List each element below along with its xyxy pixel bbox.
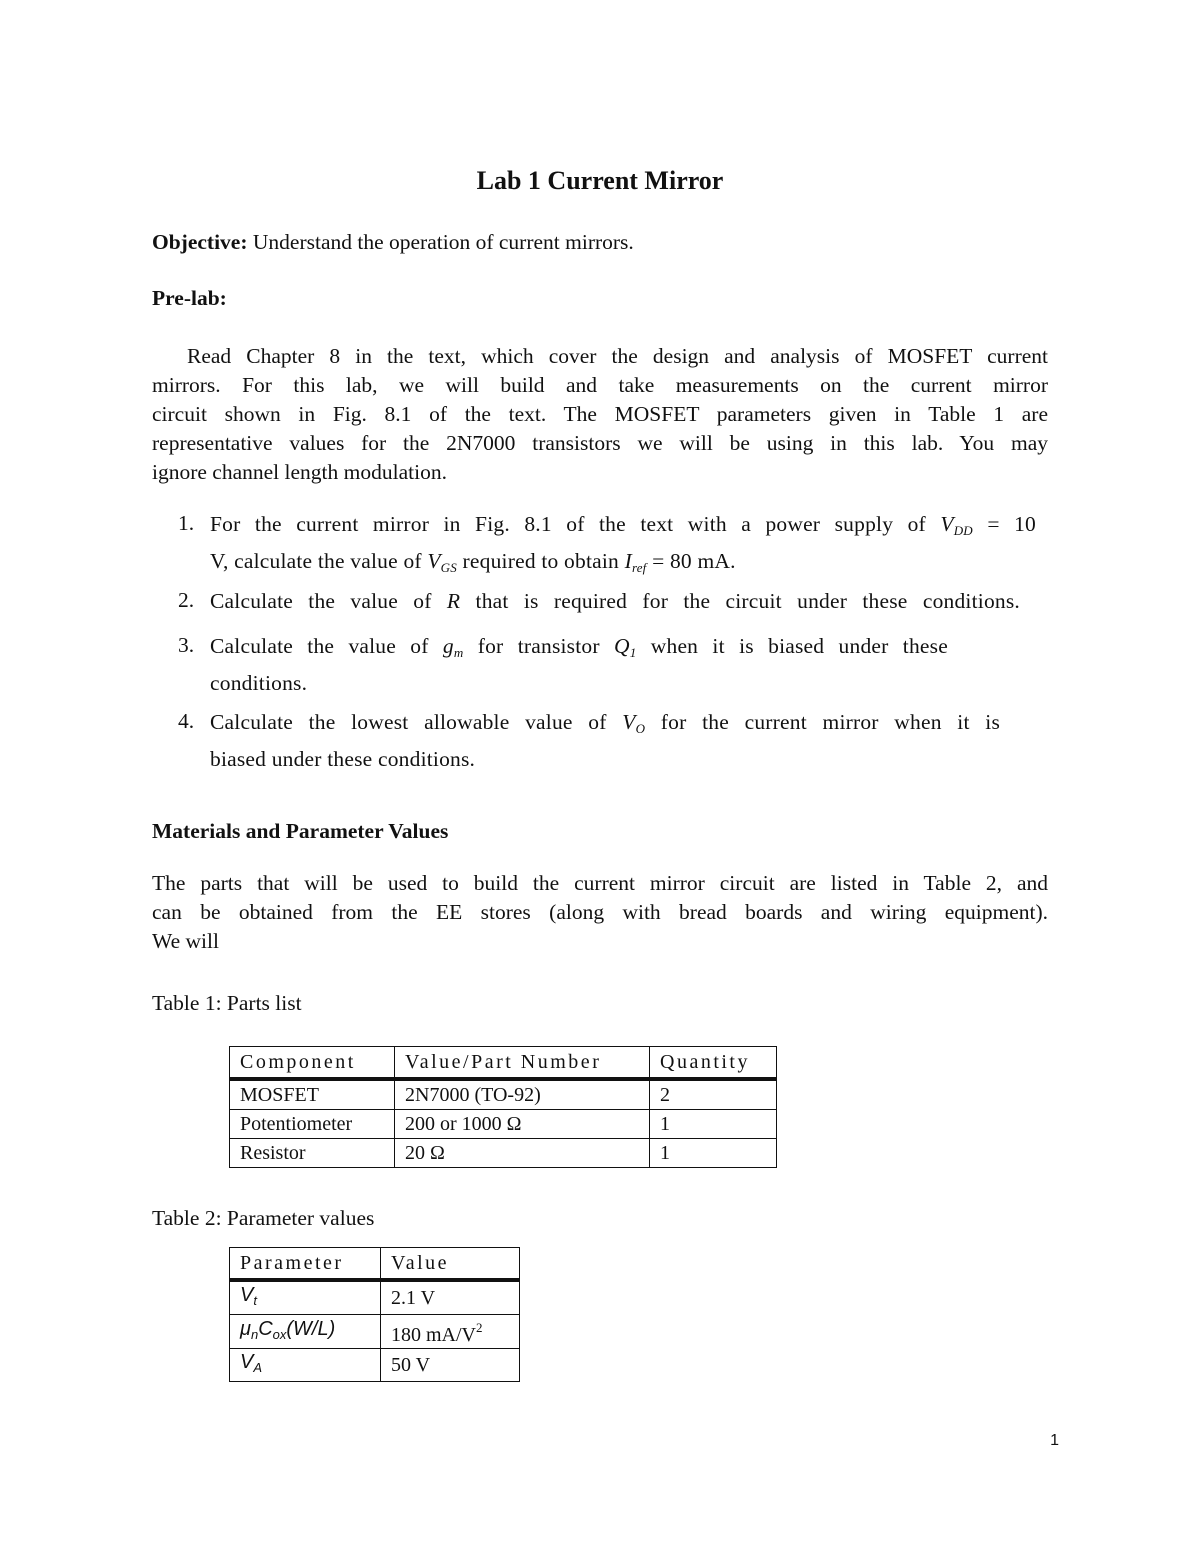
table-cell: 2.1 V xyxy=(381,1280,520,1315)
item-text: for the current mirror when it is xyxy=(645,710,1001,734)
table-cell: 1 xyxy=(650,1110,777,1139)
math-sup: 2 xyxy=(476,1320,483,1335)
item-text: For the current mirror in Fig. 8.1 of the text with a power supply of xyxy=(210,512,941,536)
list-number: 1. xyxy=(178,511,195,535)
materials-paragraph xyxy=(152,869,1048,956)
materials-line: We will xyxy=(152,929,219,953)
table-cell: 20 Ω xyxy=(395,1139,650,1168)
prelab-line: mirrors. For this lab, we will build and take measurements on the current mirror xyxy=(152,373,1048,397)
math-sub: n xyxy=(250,1326,259,1342)
table-cell xyxy=(230,1349,381,1382)
item-text: Calculate the value of xyxy=(210,589,447,613)
list-item xyxy=(210,586,1020,616)
math-var: I xyxy=(624,549,632,573)
prelab-heading: Pre-lab: xyxy=(152,286,227,310)
item-text: that is required for the circuit under these conditions. xyxy=(460,589,1020,613)
table-cell xyxy=(230,1315,381,1349)
math-var: V xyxy=(240,1351,254,1373)
prelab-line: representative values for the 2N7000 transistors we will be using in this lab. You may xyxy=(152,431,1048,455)
item-text: Calculate the value of xyxy=(210,634,443,658)
table-row xyxy=(230,1139,777,1168)
list-item xyxy=(210,707,1000,774)
math-var: R xyxy=(446,589,461,613)
table-header-cell: Component xyxy=(230,1047,395,1080)
table-cell: Potentiometer xyxy=(230,1110,395,1139)
parameter-table xyxy=(229,1247,520,1382)
table-cell xyxy=(381,1315,520,1349)
math-sub: m xyxy=(453,645,464,660)
math-var: (W/L) xyxy=(286,1317,336,1340)
objective-text: Understand the operation of current mirrors. xyxy=(247,230,634,254)
item-text: Calculate the lowest allowable value of xyxy=(210,710,623,734)
table-row xyxy=(230,1349,520,1382)
objective-label: Objective: xyxy=(152,230,248,254)
table2-caption: Table 2: Parameter values xyxy=(152,1206,375,1230)
prelab-line: Read Chapter 8 in the text, which cover the design and analysis of MOSFET current xyxy=(187,344,1048,368)
math-sub: O xyxy=(635,721,646,736)
math-var: Q xyxy=(614,634,630,658)
table1-caption: Table 1: Parts list xyxy=(152,991,302,1015)
list-number: 2. xyxy=(178,588,195,612)
item-text: V, calculate the value of xyxy=(210,549,428,573)
item-text: = 10 xyxy=(972,512,1036,536)
math-sub: ox xyxy=(272,1326,287,1342)
materials-heading: Materials and Parameter Values xyxy=(152,819,449,843)
math-sub: 1 xyxy=(629,645,637,660)
math-var: V xyxy=(622,710,636,734)
table-cell: 50 V xyxy=(381,1349,520,1382)
prelab-line: ignore channel length modulation. xyxy=(152,460,447,484)
table-header-cell: Value xyxy=(381,1248,520,1281)
table-cell: MOSFET xyxy=(230,1079,395,1110)
item-text: for transistor xyxy=(463,634,615,658)
materials-line: The parts that will be used to build the current mirror circuit are listed in Table 2, and xyxy=(152,871,1048,895)
list-item xyxy=(210,631,948,698)
math-var: V xyxy=(427,549,441,573)
materials-line: can be obtained from the EE stores (along with bread boards and wiring equipment). xyxy=(152,900,1048,924)
table-row xyxy=(230,1079,777,1110)
table-cell: 2N7000 (TO-92) xyxy=(395,1079,650,1110)
table-cell: 1 xyxy=(650,1139,777,1168)
table-row xyxy=(230,1280,520,1315)
table-row xyxy=(230,1315,520,1349)
item-text: biased under these conditions. xyxy=(210,747,476,771)
table-header-row xyxy=(230,1047,777,1080)
prelab-line: circuit shown in Fig. 8.1 of the text. The MOSFET parameters given in Table 1 are xyxy=(152,402,1048,426)
table-cell xyxy=(230,1280,381,1315)
table-header-cell: Quantity xyxy=(650,1047,777,1080)
table-header-cell: Parameter xyxy=(230,1248,381,1281)
math-var: μ xyxy=(240,1317,251,1340)
prelab-paragraph xyxy=(152,342,1048,487)
math-sub: A xyxy=(253,1360,263,1375)
item-text: conditions. xyxy=(210,671,308,695)
cell-value: 180 mA/V xyxy=(391,1324,476,1346)
math-sub: t xyxy=(253,1293,257,1308)
page-title: Lab 1 Current Mirror xyxy=(476,166,724,195)
table-cell: Resistor xyxy=(230,1139,395,1168)
item-text: required to obtain xyxy=(456,549,625,573)
math-sub: DD xyxy=(953,523,973,538)
objective-line xyxy=(152,228,634,257)
math-sub: ref xyxy=(631,560,647,575)
list-item xyxy=(210,509,1036,583)
math-var: g xyxy=(442,634,454,658)
item-text: = 80 mA. xyxy=(646,549,736,573)
table-cell: 2 xyxy=(650,1079,777,1110)
parts-table xyxy=(229,1046,777,1168)
table-cell: 200 or 1000 Ω xyxy=(395,1110,650,1139)
table-row xyxy=(230,1110,777,1139)
list-number: 3. xyxy=(178,633,195,657)
math-var: V xyxy=(240,1284,254,1306)
page-number: 1 xyxy=(1050,1432,1059,1449)
item-text: when it is biased under these xyxy=(636,634,948,658)
list-number: 4. xyxy=(178,709,195,733)
math-var: V xyxy=(940,512,954,536)
math-sub: GS xyxy=(440,560,457,575)
math-var: C xyxy=(258,1317,273,1340)
table-header-cell: Value/Part Number xyxy=(395,1047,650,1080)
table-header-row xyxy=(230,1248,520,1281)
